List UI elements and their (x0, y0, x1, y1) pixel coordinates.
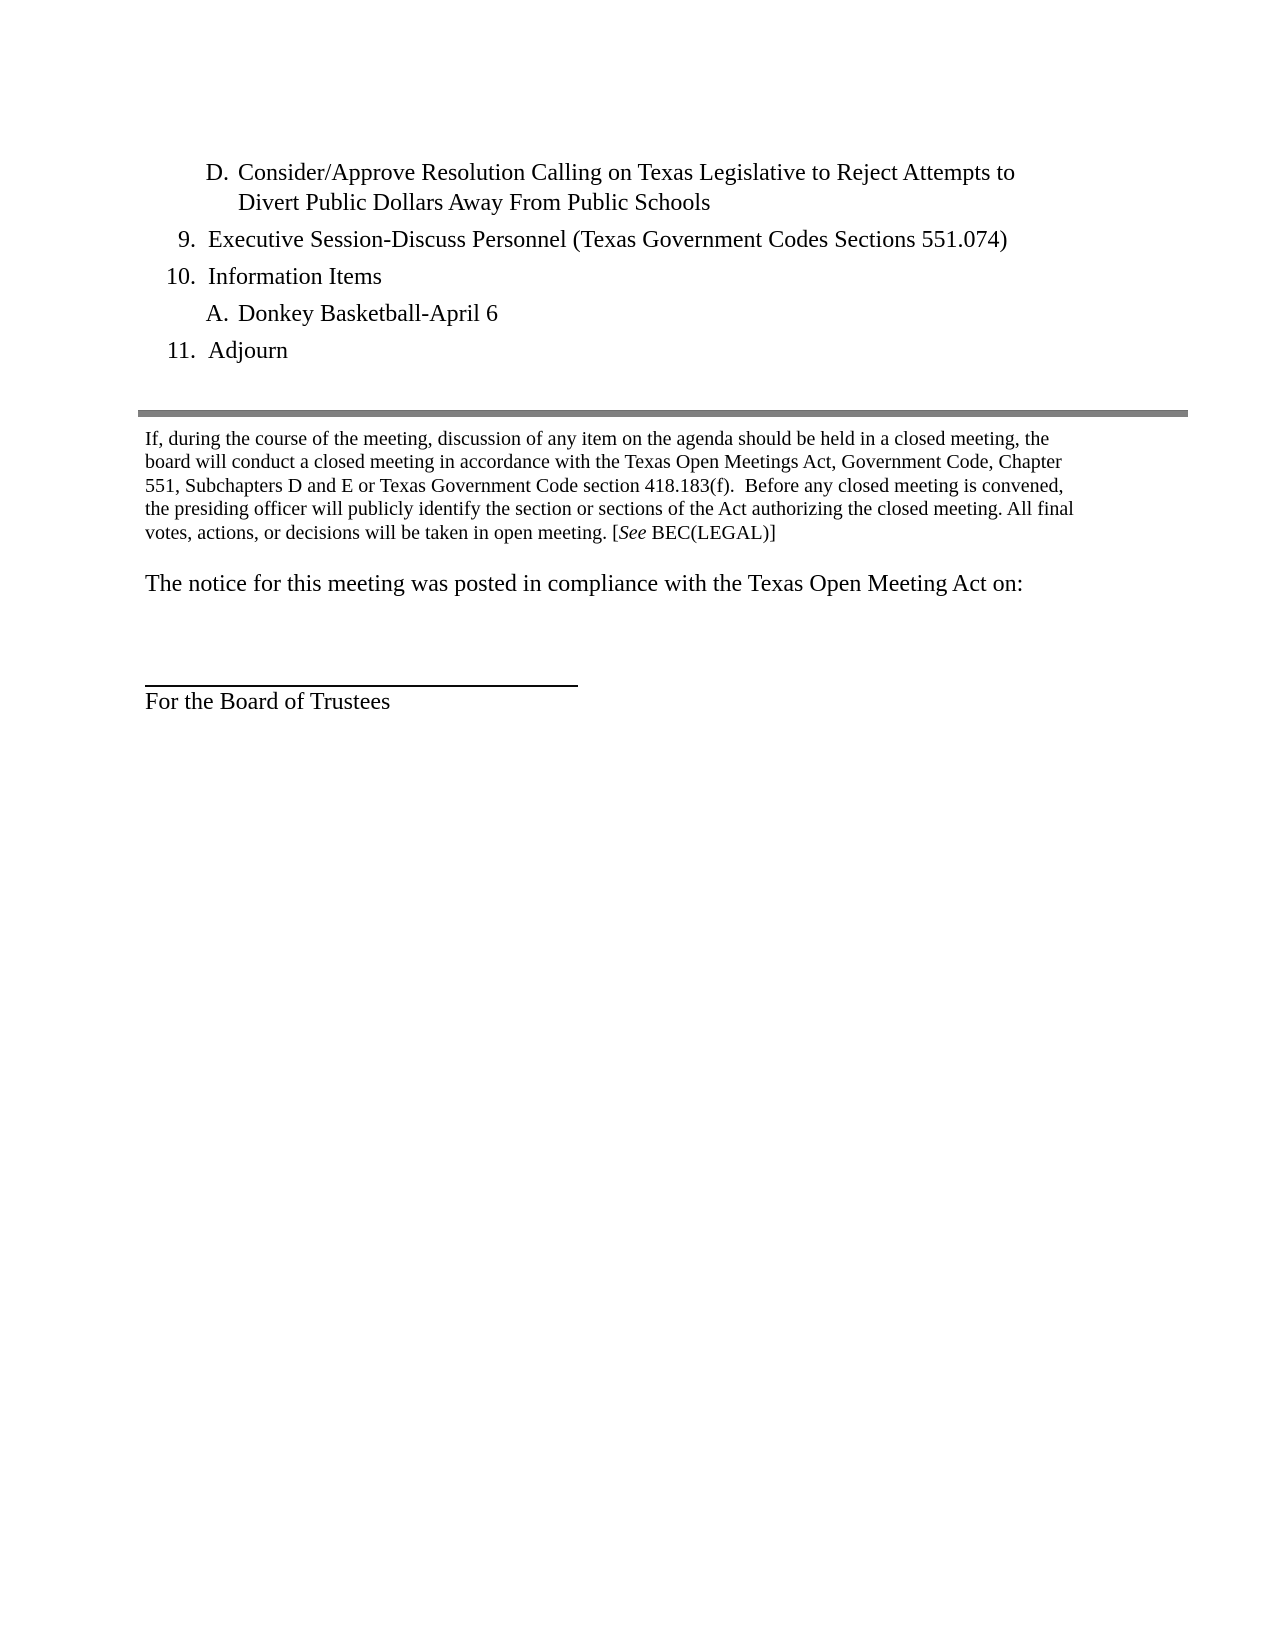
section-divider-bar (138, 410, 1188, 417)
paragraph-line-end: BEC(LEGAL)] (646, 521, 776, 544)
agenda-item-text-line: Executive Session-Discuss Personnel (Texas Government Codes Sections 551.074) (208, 227, 1008, 253)
agenda-item-number: A. (205, 301, 229, 327)
paragraph-line: If, during the course of the meeting, discussion of any item on the agenda should be held in a closed meeting, the (145, 428, 1050, 450)
agenda-item-text (208, 262, 1015, 292)
posting-notice-text: The notice for this meeting was posted in compliance with the Texas Open Meeting Act on: (145, 571, 1024, 597)
agenda-item (145, 262, 1015, 292)
agenda-item-number: D. (205, 160, 229, 186)
closed-meeting-paragraph (145, 428, 1074, 545)
agenda-item-text (208, 225, 1015, 255)
agenda-item-number: 11. (166, 338, 196, 364)
signature-label: For the Board of Trustees (145, 689, 391, 715)
agenda-item-text-line: Information Items (208, 264, 382, 290)
agenda-item (145, 225, 1015, 255)
agenda-item-text (238, 299, 1015, 329)
paragraph-line: 551, Subchapters D and E or Texas Government Code section 418.183(f). Before any closed meeting is convened, (145, 474, 1064, 497)
agenda-item-text (208, 336, 1015, 366)
agenda-item-text-line: Divert Public Dollars Away From Public Schools (238, 190, 711, 216)
agenda-item-number: 10. (166, 264, 196, 290)
see-reference-italic: See (618, 521, 647, 544)
agenda-item (145, 336, 1015, 366)
agenda-item-text-line: Adjourn (208, 338, 288, 364)
agenda-item (145, 158, 1015, 218)
agenda-item-text-line: Donkey Basketball-April 6 (238, 301, 498, 327)
paragraph-line: the presiding officer will publicly identify the section or sections of the Act authorizing the closed meeting. All final (145, 498, 1074, 521)
agenda-item-text-line: Consider/Approve Resolution Calling on Texas Legislative to Reject Attempts to (238, 160, 1016, 186)
paragraph-line: board will conduct a closed meeting in accordance with the Texas Open Meetings Act, Government Code, Chapter (145, 451, 1062, 474)
paragraph-line (145, 522, 1074, 545)
agenda-item-number: 9. (178, 227, 196, 253)
agenda-item (145, 299, 1015, 329)
signature-line (145, 671, 578, 687)
agenda-list (145, 158, 1015, 373)
agenda-item-text (238, 158, 1015, 218)
paragraph-line-start: votes, actions, or decisions will be taken in open meeting. [ (145, 521, 619, 544)
